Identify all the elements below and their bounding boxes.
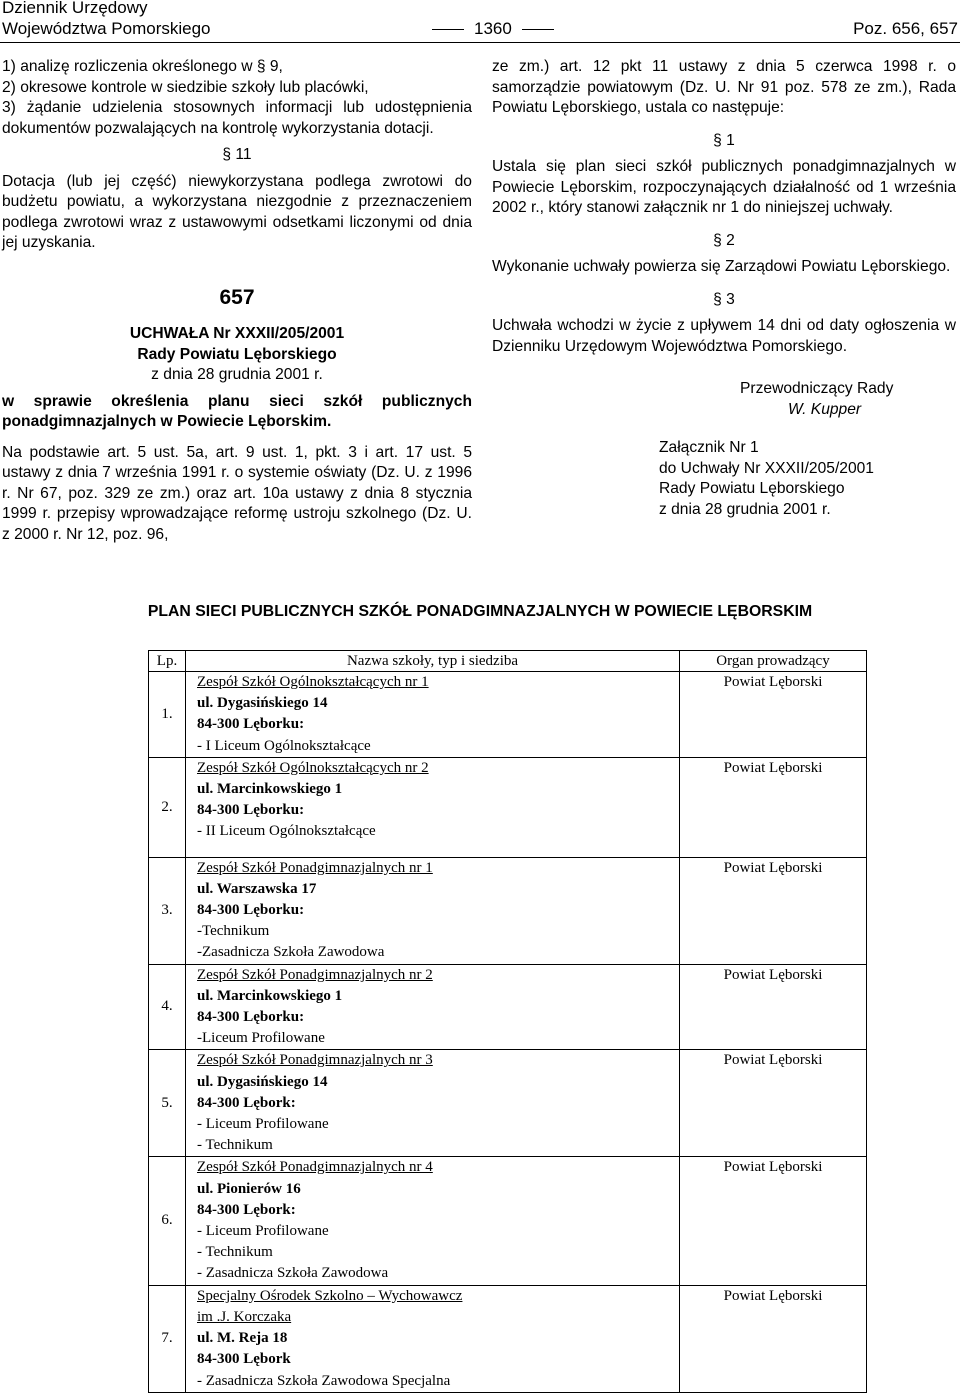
act-issuer: Rady Powiatu Lęborskiego bbox=[137, 345, 337, 363]
act-title: UCHWAŁA Nr XXXII/205/2001 bbox=[129, 325, 345, 342]
row-spacer bbox=[197, 843, 673, 857]
section-text: Uchwała wchodzi w życie z upływem 14 dni od daty ogłoszenia w Dzienniku Urzędowym Województwa Pomorskiego. bbox=[492, 317, 956, 355]
plan-title: PLAN SIECI PUBLICZNYCH SZKÓŁ PONADGIMNAZJALNYCH W POWIECIE LĘBORSKIM bbox=[147, 603, 813, 620]
table-row bbox=[149, 757, 867, 857]
column-header: Nazwa szkoły, typ i siedziba bbox=[186, 651, 680, 672]
school-city: 84-300 Lębork bbox=[197, 1351, 291, 1368]
school-type: -Zasadnicza Szkoła Zawodowa bbox=[197, 944, 385, 961]
school-street: ul. Marcinkowskiego 1 bbox=[197, 781, 343, 798]
school-type: - Zasadnicza Szkoła Zawodowa bbox=[197, 1265, 389, 1282]
annex-line: z dnia 28 grudnia 2001 r. bbox=[659, 500, 831, 518]
row-number: 7. bbox=[149, 1285, 186, 1392]
act-date: z dnia 28 grudnia 2001 r. bbox=[151, 366, 323, 383]
school-type: - Liceum Profilowane bbox=[197, 1223, 329, 1240]
page-header bbox=[0, 0, 960, 42]
school-name: Zespół Szkół Ogólnokształcących nr 1 bbox=[197, 674, 429, 690]
school-city: 84-300 Lębork: bbox=[197, 1201, 296, 1218]
annex-block bbox=[492, 438, 956, 520]
school-cell bbox=[186, 857, 680, 964]
school-city: 84-300 Lęborku: bbox=[197, 902, 305, 919]
row-number: 4. bbox=[149, 964, 186, 1050]
column-header: Lp. bbox=[149, 651, 186, 672]
school-city: 84-300 Lęborku: bbox=[197, 802, 305, 819]
school-city: 84-300 Lębork: bbox=[197, 1094, 296, 1111]
section-text: Dotacja (lub jej część) niewykorzystana podlega zwrotowi do budżetu powiatu, a wykorzystana niezgodnie z przeznaczeniem podlega zwrotowi wraz z ustawowymi odsetkami liczonymi od dnia jej uzyskania. bbox=[2, 172, 472, 251]
school-name: Zespół Szkół Ogólnokształcących nr 2 bbox=[197, 759, 429, 776]
signatory-name: W. Kupper bbox=[788, 400, 862, 418]
school-cell bbox=[186, 1050, 680, 1157]
school-street: ul. Pionierów 16 bbox=[197, 1180, 301, 1197]
position-label: Poz. 656, 657 bbox=[853, 19, 958, 38]
table-row bbox=[149, 1285, 867, 1392]
header-rule bbox=[0, 42, 960, 43]
row-number: 2. bbox=[149, 757, 186, 857]
school-name-cont: im .J. Korczaka bbox=[197, 1308, 292, 1325]
page-number bbox=[422, 19, 564, 39]
organ-cell: Powiat Lęborski bbox=[680, 964, 867, 1050]
list-item: 2) okresowe kontrole w siedzibie szkoły lub placówki, bbox=[2, 78, 369, 96]
annex-line: Załącznik Nr 1 bbox=[659, 439, 759, 456]
school-name: Specjalny Ośrodek Szkolno – Wychowawcz bbox=[197, 1287, 463, 1304]
school-type: - Zasadnicza Szkoła Zawodowa Specjalna bbox=[197, 1372, 451, 1389]
organ-cell: Powiat Lęborski bbox=[680, 857, 867, 964]
section-text: Ustala się plan sieci szkół publicznych ponadgimnazjalnych w Powiecie Lęborskim, rozpoczynających działalność od 1 września 2002 r., który stanowi załącznik nr 1 do niniejszej uchwały. bbox=[492, 158, 956, 216]
preamble: Na podstawie art. 5 ust. 5a, art. 9 ust. 1, pkt. 3 i art. 17 ust. 5 ustawy z dnia 7 września 1991 r. o systemie oświaty (Dz. U. z 1996 r. Nr 67, poz. 329 ze zm.) oraz art. 10a ustawy z dnia 8 stycznia 1999 r. przepisy wprowadzające reformę ustroju szkolnego (Dz. U. z 2000 r. Nr 12, poz. 96, bbox=[2, 443, 472, 543]
row-number: 5. bbox=[149, 1050, 186, 1157]
school-type: - Technikum bbox=[197, 1244, 273, 1261]
section-heading: § 1 bbox=[713, 131, 735, 149]
table-row bbox=[149, 964, 867, 1050]
school-street: ul. Marcinkowskiego 1 bbox=[197, 987, 343, 1004]
school-street: ul. Warszawska 17 bbox=[197, 880, 317, 897]
table-body bbox=[149, 672, 867, 1393]
act-number: 657 bbox=[219, 285, 255, 309]
school-name: Zespół Szkół Ponadgimnazjalnych nr 4 bbox=[197, 1159, 433, 1176]
school-type: - Liceum Profilowane bbox=[197, 1116, 329, 1133]
school-cell bbox=[186, 1285, 680, 1392]
school-type: -Liceum Profilowane bbox=[197, 1030, 325, 1047]
school-cell bbox=[186, 1157, 680, 1285]
school-cell bbox=[186, 757, 680, 857]
right-column bbox=[492, 57, 956, 520]
journal-title-line2: Województwa Pomorskiego bbox=[2, 19, 211, 38]
school-street: ul. Dygasińskiego 14 bbox=[197, 695, 328, 712]
school-cell bbox=[186, 672, 680, 758]
row-number: 3. bbox=[149, 857, 186, 964]
left-column bbox=[2, 57, 472, 545]
schools-table bbox=[148, 650, 867, 1393]
act-subject: w sprawie określenia planu sieci szkół publicznych ponadgimnazjalnych w Powiecie Lęborskim. bbox=[2, 392, 472, 430]
row-number: 1. bbox=[149, 672, 186, 758]
signatory-role: Przewodniczący Rady bbox=[740, 380, 894, 397]
school-type: - II Liceum Ogólnokształcące bbox=[197, 823, 376, 840]
school-name: Zespół Szkół Ponadgimnazjalnych nr 3 bbox=[197, 1052, 433, 1069]
table-row bbox=[149, 1157, 867, 1285]
section-heading: § 11 bbox=[222, 146, 252, 163]
school-cell bbox=[186, 964, 680, 1050]
school-street: ul. Dygasińskiego 14 bbox=[197, 1073, 328, 1090]
section-text: Wykonanie uchwały powierza się Zarządowi Powiatu Lęborskiego. bbox=[492, 258, 951, 275]
list-item: 3) żądanie udzielenia stosownych informacji lub udostępnienia dokumentów pozwalających na kontrolę wykorzystania dotacji. bbox=[2, 99, 472, 137]
school-name: Zespół Szkół Ponadgimnazjalnych nr 2 bbox=[197, 966, 433, 983]
organ-cell: Powiat Lęborski bbox=[680, 1285, 867, 1392]
signature-block bbox=[492, 379, 956, 420]
table-header-row bbox=[149, 651, 867, 672]
school-name: Zespół Szkół Ponadgimnazjalnych nr 1 bbox=[197, 859, 433, 876]
page-number-value: 1360 bbox=[474, 19, 512, 38]
row-number: 6. bbox=[149, 1157, 186, 1285]
school-street: ul. M. Reja 18 bbox=[197, 1330, 288, 1347]
school-city: 84-300 Lęborku: bbox=[197, 716, 305, 733]
preamble-continued: ze zm.) art. 12 pkt 11 ustawy z dnia 5 czerwca 1998 r. o samorządzie powiatowym (Dz. U. Nr 91 poz. 578 ze zm.), Rada Powiatu Lęborskiego, ustala co następuje: bbox=[492, 58, 956, 116]
list-item: 1) analizę rozliczenia określonego w § 9, bbox=[2, 58, 283, 75]
school-type: - Technikum bbox=[197, 1137, 273, 1154]
journal-title-line1: Dziennik Urzędowy bbox=[2, 0, 148, 17]
table-row bbox=[149, 857, 867, 964]
school-type: -Technikum bbox=[197, 923, 270, 940]
annex-line: Rady Powiatu Lęborskiego bbox=[659, 480, 845, 497]
school-type: - I Liceum Ogólnokształcące bbox=[197, 737, 371, 754]
table-row bbox=[149, 672, 867, 758]
section-heading: § 3 bbox=[713, 290, 735, 308]
organ-cell: Powiat Lęborski bbox=[680, 672, 867, 758]
organ-cell: Powiat Lęborski bbox=[680, 757, 867, 857]
annex-line: do Uchwały Nr XXXII/205/2001 bbox=[659, 459, 874, 477]
school-city: 84-300 Lęborku: bbox=[197, 1009, 305, 1026]
section-heading: § 2 bbox=[713, 231, 735, 249]
column-header: Organ prowadzący bbox=[680, 651, 867, 672]
organ-cell: Powiat Lęborski bbox=[680, 1050, 867, 1157]
organ-cell: Powiat Lęborski bbox=[680, 1157, 867, 1285]
table-row bbox=[149, 1050, 867, 1157]
